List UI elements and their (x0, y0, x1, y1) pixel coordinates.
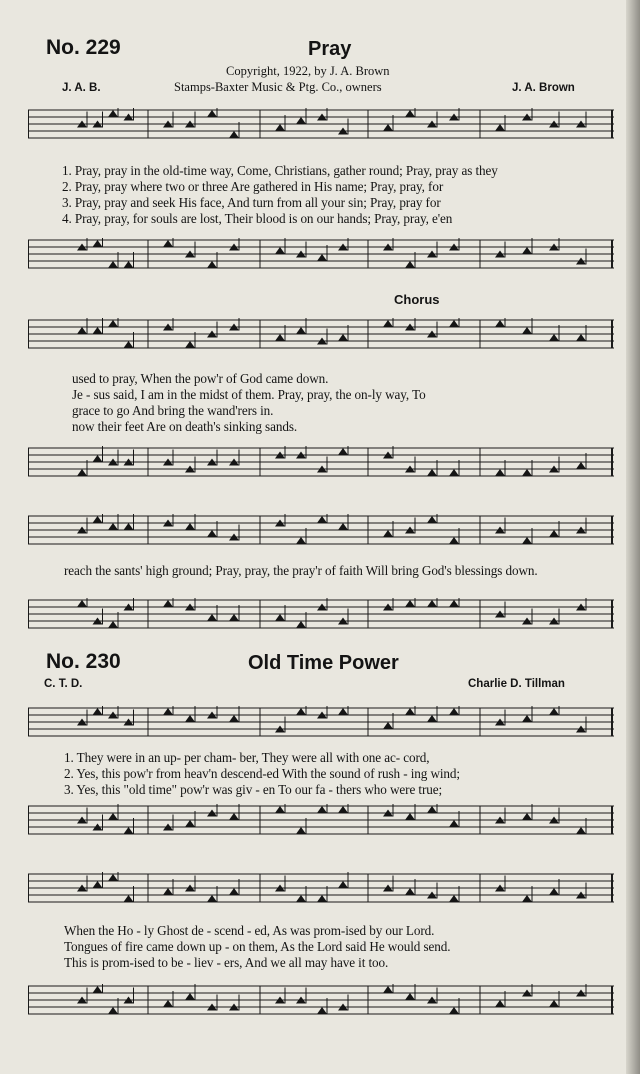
note-head (317, 806, 327, 813)
staff-drawing (28, 108, 614, 140)
note-head (522, 247, 532, 254)
chorus-line-4: now their feet Are on death's sinking sands. (72, 419, 298, 434)
note-head (317, 516, 327, 523)
note-head (522, 813, 532, 820)
note-head (338, 334, 348, 341)
note-head (383, 722, 393, 729)
note-head (275, 806, 285, 813)
note-head (427, 715, 437, 722)
note-head (229, 614, 239, 621)
note-head (427, 600, 437, 607)
note-head (93, 986, 103, 993)
note-head (93, 240, 103, 247)
note-head (495, 1000, 505, 1007)
note-head (549, 1000, 559, 1007)
note-head (338, 806, 348, 813)
note-head (522, 895, 532, 902)
treble-staff (28, 706, 614, 738)
note-head (495, 320, 505, 327)
verse-line-2: 2. Pray, pray where two or three Are gathered in His name; Pray, pray, for (62, 179, 444, 194)
staff-drawing (28, 804, 614, 836)
note-head (449, 469, 459, 476)
note-head (495, 469, 505, 476)
bass-staff (28, 984, 614, 1016)
note-head (317, 254, 327, 261)
note-head (163, 708, 173, 715)
note-head (449, 320, 459, 327)
note-head (207, 110, 217, 117)
note-head (93, 708, 103, 715)
note-head (185, 523, 195, 530)
note-head (124, 341, 134, 348)
chorus-line-3: grace to go And bring the wand'rers in. (72, 403, 274, 418)
note-head (207, 261, 217, 268)
note-head (296, 537, 306, 544)
note-head (522, 469, 532, 476)
note-head (383, 124, 393, 131)
hymn-229-copyright: Copyright, 1922, by J. A. Brown (226, 64, 390, 78)
hymn-230-number: No. 230 (46, 650, 121, 673)
note-head (77, 327, 87, 334)
note-head (317, 895, 327, 902)
note-head (207, 530, 217, 537)
note-head (124, 827, 134, 834)
note-head (124, 523, 134, 530)
note-head (185, 715, 195, 722)
staff-drawing (28, 514, 614, 546)
staff-drawing (28, 238, 614, 270)
verse-line-4: 4. Pray, pray, for souls are lost, Their blood is on our hands; Pray, pray, e'en (62, 211, 453, 226)
hymn-229-number: No. 229 (46, 36, 121, 59)
note-head (549, 334, 559, 341)
note-head (108, 1007, 118, 1014)
note-head (449, 708, 459, 715)
note-head (108, 261, 118, 268)
note-head (275, 124, 285, 131)
note-head (383, 320, 393, 327)
note-head (108, 874, 118, 881)
note-head (296, 327, 306, 334)
note-head (296, 117, 306, 124)
hymn-230-title: Old Time Power (248, 652, 399, 674)
note-head (549, 530, 559, 537)
hymn-230-music-credit: Charlie D. Tillman (468, 678, 565, 690)
note-head (275, 334, 285, 341)
note-head (77, 600, 87, 607)
note-head (77, 469, 87, 476)
note-head (163, 600, 173, 607)
staff-drawing (28, 598, 614, 630)
note-head (405, 813, 415, 820)
note-head (405, 993, 415, 1000)
note-head (229, 131, 239, 138)
note-head (229, 715, 239, 722)
verse-line-1: 1. Pray, pray in the old-time way, Come, Christians, gather round; Pray, pray as they (62, 163, 498, 178)
note-head (427, 806, 437, 813)
note-head (296, 827, 306, 834)
note-head (124, 895, 134, 902)
note-head (93, 516, 103, 523)
verse-line-3: 3. Yes, this "old time" pow'r was giv - en To our fa - thers who were true; (64, 782, 443, 797)
bass-staff (28, 238, 614, 270)
treble-staff (28, 514, 614, 546)
note-head (207, 614, 217, 621)
note-head (576, 334, 586, 341)
note-head (108, 110, 118, 117)
treble-staff (28, 872, 614, 904)
note-head (449, 1007, 459, 1014)
note-head (108, 621, 118, 628)
note-head (522, 327, 532, 334)
bass-staff (28, 446, 614, 478)
verse-line-3: 3. Pray, pray and seek His face, And turn from all your sin; Pray, pray for (62, 195, 441, 210)
bass-staff (28, 598, 614, 630)
note-head (549, 888, 559, 895)
note-head (449, 600, 459, 607)
note-head (207, 895, 217, 902)
staff-drawing (28, 872, 614, 904)
note-head (93, 881, 103, 888)
refrain-line-3: This is prom-ised to be - liev - ers, And we all may have it too. (64, 955, 389, 970)
note-head (108, 813, 118, 820)
note-head (275, 614, 285, 621)
note-head (163, 888, 173, 895)
note-head (405, 110, 415, 117)
bass-staff (28, 804, 614, 836)
note-head (338, 881, 348, 888)
page-edge (626, 0, 640, 1074)
note-head (549, 708, 559, 715)
note-head (317, 1007, 327, 1014)
note-head (124, 261, 134, 268)
note-head (522, 537, 532, 544)
note-head (296, 895, 306, 902)
note-head (449, 537, 459, 544)
refrain-line-2: Tongues of fire came down up - on them, As the Lord said He would send. (64, 939, 451, 954)
note-head (229, 813, 239, 820)
note-head (185, 341, 195, 348)
note-head (495, 124, 505, 131)
hymn-229-words-credit: J. A. B. (62, 82, 101, 94)
note-head (338, 523, 348, 530)
note-head (185, 820, 195, 827)
note-head (383, 986, 393, 993)
note-head (576, 827, 586, 834)
treble-staff (28, 318, 614, 350)
note-head (163, 240, 173, 247)
note-head (93, 455, 103, 462)
note-head (576, 462, 586, 469)
note-head (163, 1000, 173, 1007)
staff-drawing (28, 984, 614, 1016)
final-line: reach the sants' high ground; Pray, pray, the pray'r of faith Will bring God's blessings down. (64, 563, 538, 578)
hymn-229-owners: Stamps-Baxter Music & Ptg. Co., owners (174, 80, 382, 94)
chorus-label: Chorus (394, 292, 440, 307)
note-head (522, 715, 532, 722)
note-head (108, 320, 118, 327)
note-head (93, 327, 103, 334)
verse-line-2: 2. Yes, this pow'r from heav'n descend-ed With the sound of rush - ing wind; (64, 766, 460, 781)
note-head (296, 621, 306, 628)
note-head (383, 530, 393, 537)
note-head (185, 993, 195, 1000)
note-head (108, 523, 118, 530)
treble-staff (28, 108, 614, 140)
chorus-line-2: Je - sus said, I am in the midst of them. Pray, pray, the on-ly way, To (72, 387, 426, 402)
hymn-229-title: Pray (308, 38, 352, 60)
note-head (449, 895, 459, 902)
staff-drawing (28, 318, 614, 350)
note-head (427, 469, 437, 476)
staff-drawing (28, 446, 614, 478)
note-head (405, 261, 415, 268)
note-head (405, 708, 415, 715)
chorus-line-1: used to pray, When the pow'r of God came down. (72, 371, 329, 386)
note-head (405, 888, 415, 895)
hymn-230-words-credit: C. T. D. (44, 678, 83, 690)
note-head (405, 600, 415, 607)
note-head (296, 708, 306, 715)
note-head (449, 820, 459, 827)
verse-line-1: 1. They were in an up- per cham- ber, They were all with one ac- cord, (64, 750, 430, 765)
note-head (275, 247, 285, 254)
note-head (229, 888, 239, 895)
note-head (427, 516, 437, 523)
note-head (338, 448, 348, 455)
hymn-229-music-credit: J. A. Brown (512, 82, 575, 94)
staff-drawing (28, 706, 614, 738)
refrain-line-1: When the Ho - ly Ghost de - scend - ed, As was prom-ised by our Lord. (64, 923, 435, 938)
note-head (338, 708, 348, 715)
